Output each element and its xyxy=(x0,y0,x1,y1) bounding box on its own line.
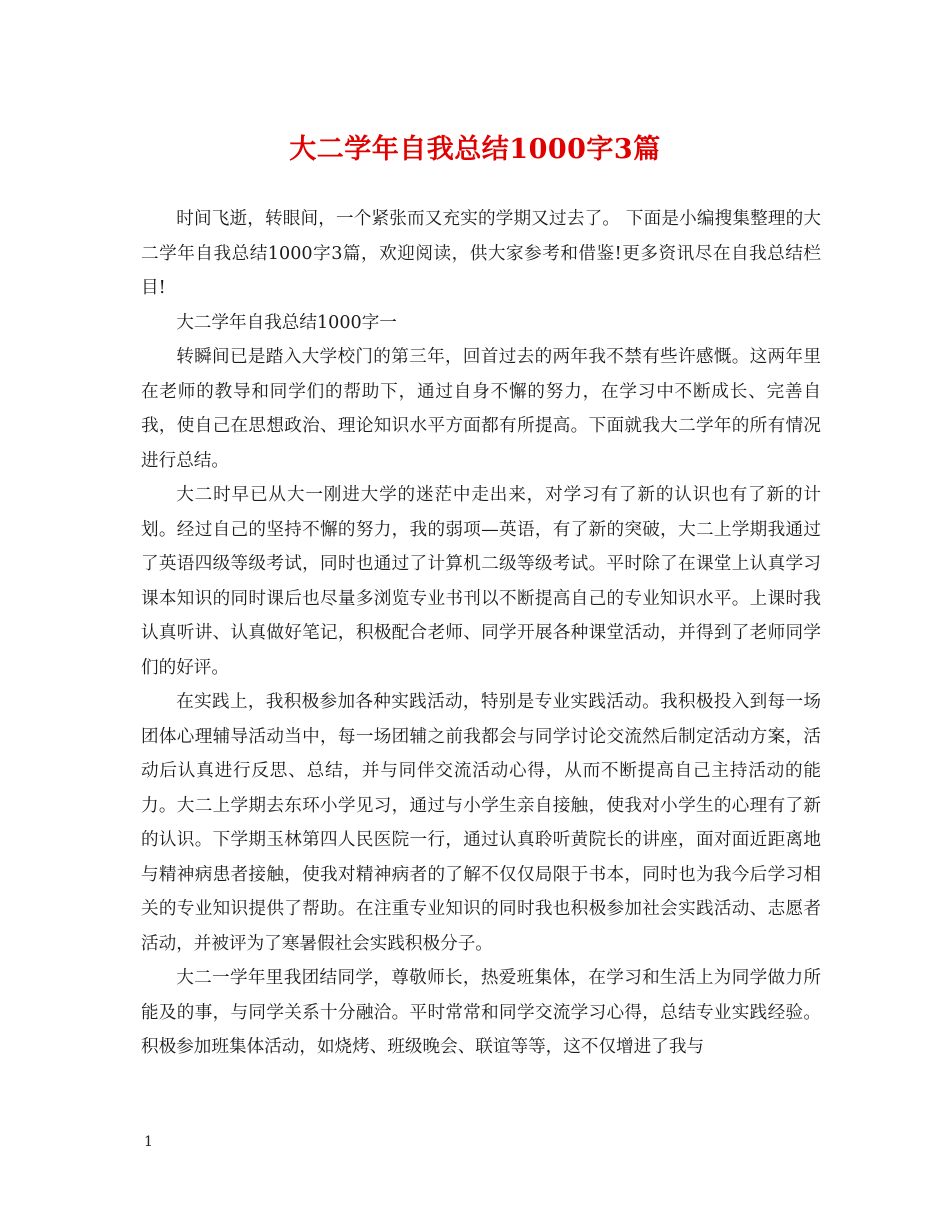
body-paragraph: 在实践上，我积极参加各种实践活动，特别是专业实践活动。我积极投入到每一场团体心理辅导活动当中，每一场团辅之前我都会与同学讨论交流然后制定活动方案，活动后认真进行反思、总结，并与同伴交流活动心得，从而不断提高自己主持活动的能力。大二上学期去东环小学见习，通过与小学生亲自接触，使我对小学生的心理有了新的认识。下学期玉林第四人民医院一行，通过认真聆听黄院长的讲座，面对面近距离地与精神病患者接触，使我对精神病者的了解不仅仅局限于书本，同时也为我今后学习相关的专业知识提供了帮助。在注重专业知识的同时我也积极参加社会实践活动、志愿者活动，并被评为了寒暑假社会实践积极分子。 xyxy=(141,692,821,954)
body-paragraph: 转瞬间已是踏入大学校门的第三年，回首过去的两年我不禁有些许感慨。这两年里在老师的教导和同学们的帮助下，通过自身不懈的努力，在学习中不断成长、完善自我，使自己在思想政治、理论知识水平方面都有所提高。下面就我大二学年的所有情况进行总结。 xyxy=(141,347,821,471)
body-paragraph: 大二时早已从大一刚进大学的迷茫中走出来，对学习有了新的认识也有了新的计划。经过自己的坚持不懈的努力，我的弱项—英语，有了新的突破，大二上学期我通过了英语四级等级考试，同时也通过了计算机二级等级考试。平时除了在课堂上认真学习课本知识的同时课后也尽量多浏览专业书刊以不断提高自己的专业知识水平。上课时我认真听讲、认真做好笔记，积极配合老师、同学开展各种课堂活动，并得到了老师同学们的好评。 xyxy=(141,485,821,678)
intro-paragraph: 时间飞逝，转眼间，一个紧张而又充实的学期又过去了。 下面是小编搜集整理的大二学年自我总结1000字3篇，欢迎阅读，供大家参考和借鉴!更多资讯尽在自我总结栏目! xyxy=(141,209,821,298)
document-body xyxy=(141,202,821,1065)
section-heading: 大二学年自我总结1000字一 xyxy=(176,312,397,333)
document-title: 大二学年自我总结1000字3篇 xyxy=(289,134,661,165)
body-paragraph: 大二一学年里我团结同学，尊敬师长，热爱班集体，在学习和生活上为同学做力所能及的事，与同学关系十分融洽。平时常常和同学交流学习心得，总结专业实践经验。积极参加班集体活动，如烧烤、班级晚会、联谊等等，这不仅增进了我与 xyxy=(141,968,821,1057)
page-number: 1 xyxy=(144,1134,153,1150)
